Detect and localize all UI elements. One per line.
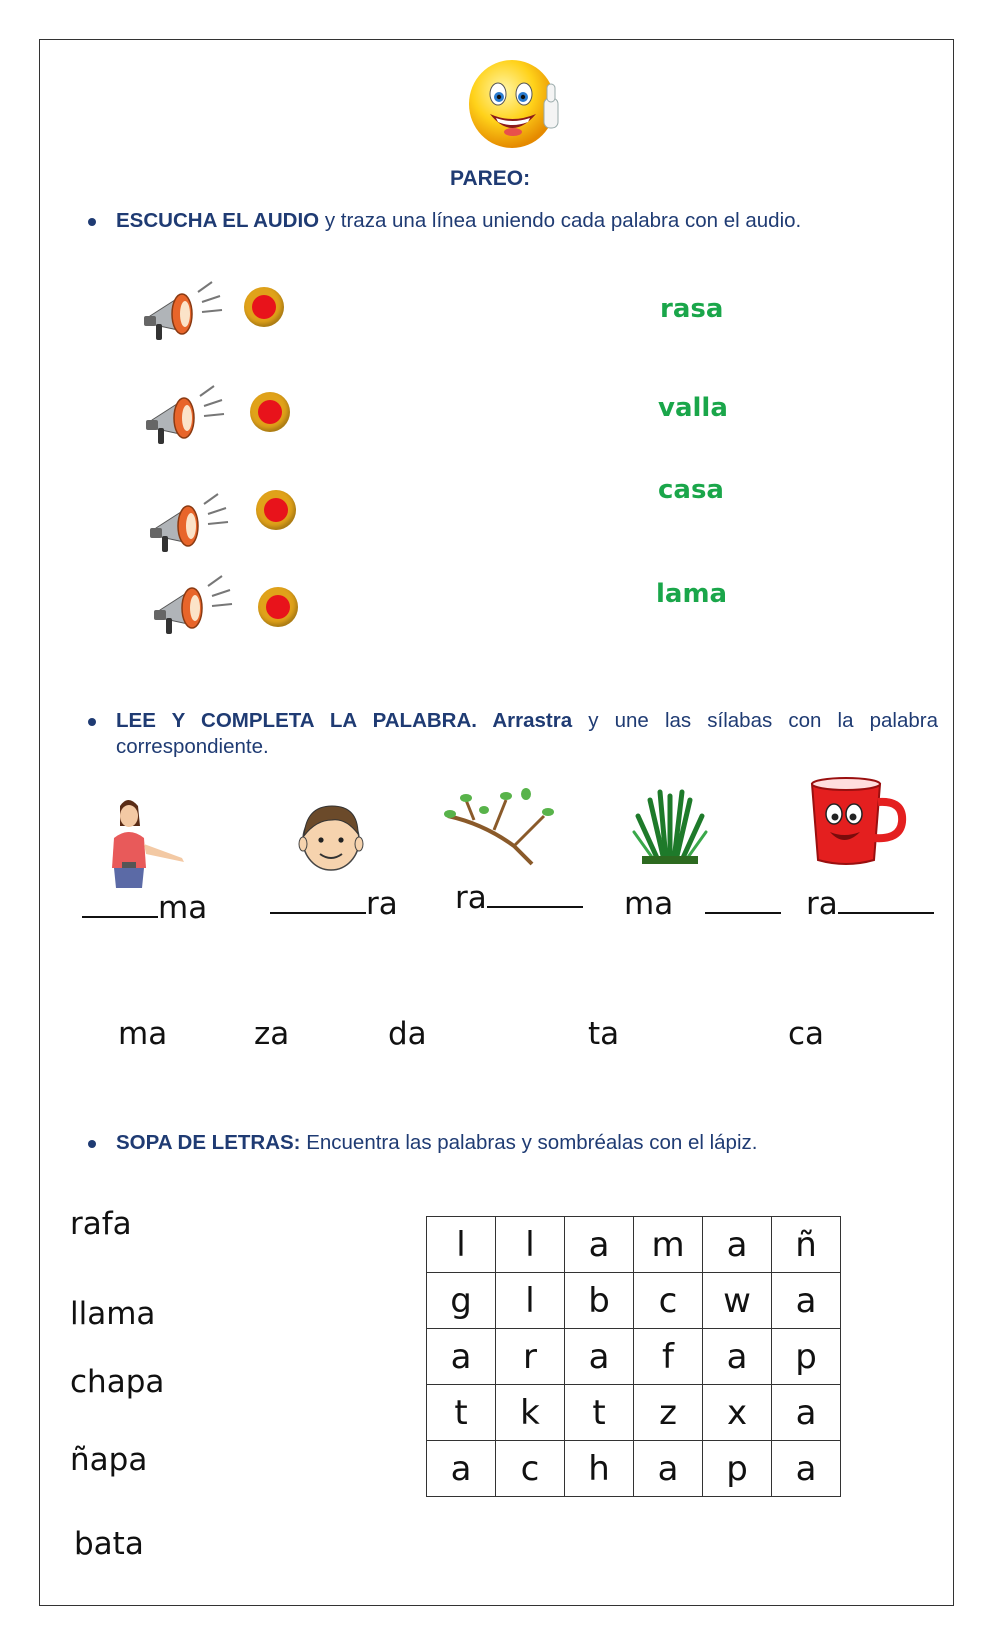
bullet-icon: [88, 218, 96, 226]
blank-field[interactable]: [487, 906, 583, 908]
match-word-1[interactable]: rasa: [660, 294, 724, 324]
syllable-chip[interactable]: ca: [788, 1016, 825, 1052]
grid-cell[interactable]: g: [427, 1273, 496, 1329]
grid-cell[interactable]: m: [634, 1217, 703, 1273]
prompt-5-prefix: ra: [806, 886, 838, 922]
grid-row: [427, 1273, 841, 1329]
grid-cell[interactable]: a: [427, 1441, 496, 1497]
blank-field[interactable]: [705, 912, 781, 914]
syllable-chip[interactable]: za: [254, 1016, 290, 1052]
audio-row-4[interactable]: [152, 570, 247, 647]
grid-cell[interactable]: c: [634, 1273, 703, 1329]
prompt-1[interactable]: [82, 890, 207, 926]
grid-cell[interactable]: b: [565, 1273, 634, 1329]
match-word-4[interactable]: lama: [656, 579, 728, 609]
prompt-1-suffix: ma: [158, 890, 208, 926]
section-title: PAREO:: [450, 167, 531, 190]
grid-cell[interactable]: t: [427, 1385, 496, 1441]
megaphone-icon: [152, 570, 247, 642]
grid-cell[interactable]: a: [703, 1217, 772, 1273]
megaphone-icon: [148, 488, 243, 560]
grid-cell[interactable]: a: [772, 1441, 841, 1497]
grid-cell[interactable]: h: [565, 1441, 634, 1497]
syllable-chip[interactable]: ta: [588, 1016, 620, 1052]
instruction-complete-bold2: Arrastra: [477, 709, 573, 732]
bullet-icon: [88, 718, 96, 726]
plant-picture-icon: [630, 786, 710, 866]
record-dot-icon: [264, 498, 288, 522]
match-word-3[interactable]: casa: [658, 475, 724, 505]
soup-word: llama: [70, 1296, 156, 1332]
prompt-3[interactable]: [455, 880, 583, 916]
grid-cell[interactable]: a: [703, 1329, 772, 1385]
instruction-listen-text: y traza una línea uniendo cada palabra con el audio.: [319, 209, 802, 232]
bullet-icon: [88, 1140, 96, 1148]
grid-cell[interactable]: z: [634, 1385, 703, 1441]
prompt-4-prefix: ma: [624, 886, 684, 922]
grid-cell[interactable]: a: [634, 1441, 703, 1497]
branch-picture-icon: [444, 786, 562, 866]
syllable-chip[interactable]: da: [388, 1016, 427, 1052]
grid-cell[interactable]: w: [703, 1273, 772, 1329]
grid-cell[interactable]: a: [565, 1217, 634, 1273]
soup-word: rafa: [70, 1206, 132, 1242]
grid-cell[interactable]: p: [772, 1329, 841, 1385]
instruction-soup-text: Encuentra las palabras y sombréalas con el lápiz.: [300, 1131, 758, 1154]
grid-cell[interactable]: l: [496, 1273, 565, 1329]
grid-row: [427, 1441, 841, 1497]
instruction-complete: [116, 708, 938, 734]
grid-cell[interactable]: k: [496, 1385, 565, 1441]
record-dot-icon: [258, 400, 282, 424]
audio-row-2[interactable]: [144, 380, 239, 457]
grid-cell[interactable]: f: [634, 1329, 703, 1385]
record-button-2[interactable]: [250, 392, 290, 432]
instruction-complete-line2: correspondiente.: [116, 735, 269, 758]
grid-cell[interactable]: c: [496, 1441, 565, 1497]
grid-cell[interactable]: a: [772, 1273, 841, 1329]
boy-face-icon: [296, 798, 366, 874]
record-button-3[interactable]: [256, 490, 296, 530]
prompt-2[interactable]: [270, 886, 398, 922]
prompt-5[interactable]: [806, 886, 934, 922]
soup-word: bata: [74, 1526, 144, 1562]
instruction-listen: [116, 208, 956, 234]
soup-word: chapa: [70, 1364, 165, 1400]
grid-cell[interactable]: x: [703, 1385, 772, 1441]
blank-field[interactable]: [270, 912, 366, 914]
megaphone-icon: [142, 276, 237, 348]
instruction-complete-text: y une las sílabas con la palabra: [572, 709, 938, 732]
grid-cell[interactable]: r: [496, 1329, 565, 1385]
grid-cell[interactable]: p: [703, 1441, 772, 1497]
word-search-grid: [426, 1216, 841, 1497]
grid-cell[interactable]: a: [427, 1329, 496, 1385]
record-button-1[interactable]: [244, 287, 284, 327]
prompt-4[interactable]: [624, 886, 781, 922]
smiley-thumbs-up-icon: [466, 58, 570, 154]
grid-cell[interactable]: a: [565, 1329, 634, 1385]
grid-cell[interactable]: l: [496, 1217, 565, 1273]
blank-field[interactable]: [838, 912, 934, 914]
grid-cell[interactable]: t: [565, 1385, 634, 1441]
grid-row: [427, 1385, 841, 1441]
match-word-2[interactable]: valla: [658, 393, 728, 423]
syllable-chip[interactable]: ma: [118, 1016, 168, 1052]
cup-picture-icon: [806, 776, 910, 866]
blank-field[interactable]: [82, 916, 158, 918]
instruction-complete-bold: LEE Y COMPLETA LA PALABRA.: [116, 709, 477, 732]
prompt-3-prefix: ra: [455, 880, 487, 916]
grid-cell[interactable]: l: [427, 1217, 496, 1273]
record-dot-icon: [252, 295, 276, 319]
record-button-4[interactable]: [258, 587, 298, 627]
instruction-listen-bold: ESCUCHA EL AUDIO: [116, 209, 320, 232]
instruction-soup: [116, 1130, 956, 1156]
audio-row-3[interactable]: [148, 488, 243, 565]
grid-cell[interactable]: ñ: [772, 1217, 841, 1273]
megaphone-icon: [144, 380, 239, 452]
grid-cell[interactable]: a: [772, 1385, 841, 1441]
instruction-soup-bold: SOPA DE LETRAS:: [116, 1131, 301, 1154]
soup-word: ñapa: [70, 1442, 148, 1478]
prompt-2-suffix: ra: [366, 886, 398, 922]
woman-picture-icon: [96, 796, 202, 888]
audio-row-1[interactable]: [142, 276, 237, 353]
record-dot-icon: [266, 595, 290, 619]
grid-row: [427, 1217, 841, 1273]
grid-row: [427, 1329, 841, 1385]
